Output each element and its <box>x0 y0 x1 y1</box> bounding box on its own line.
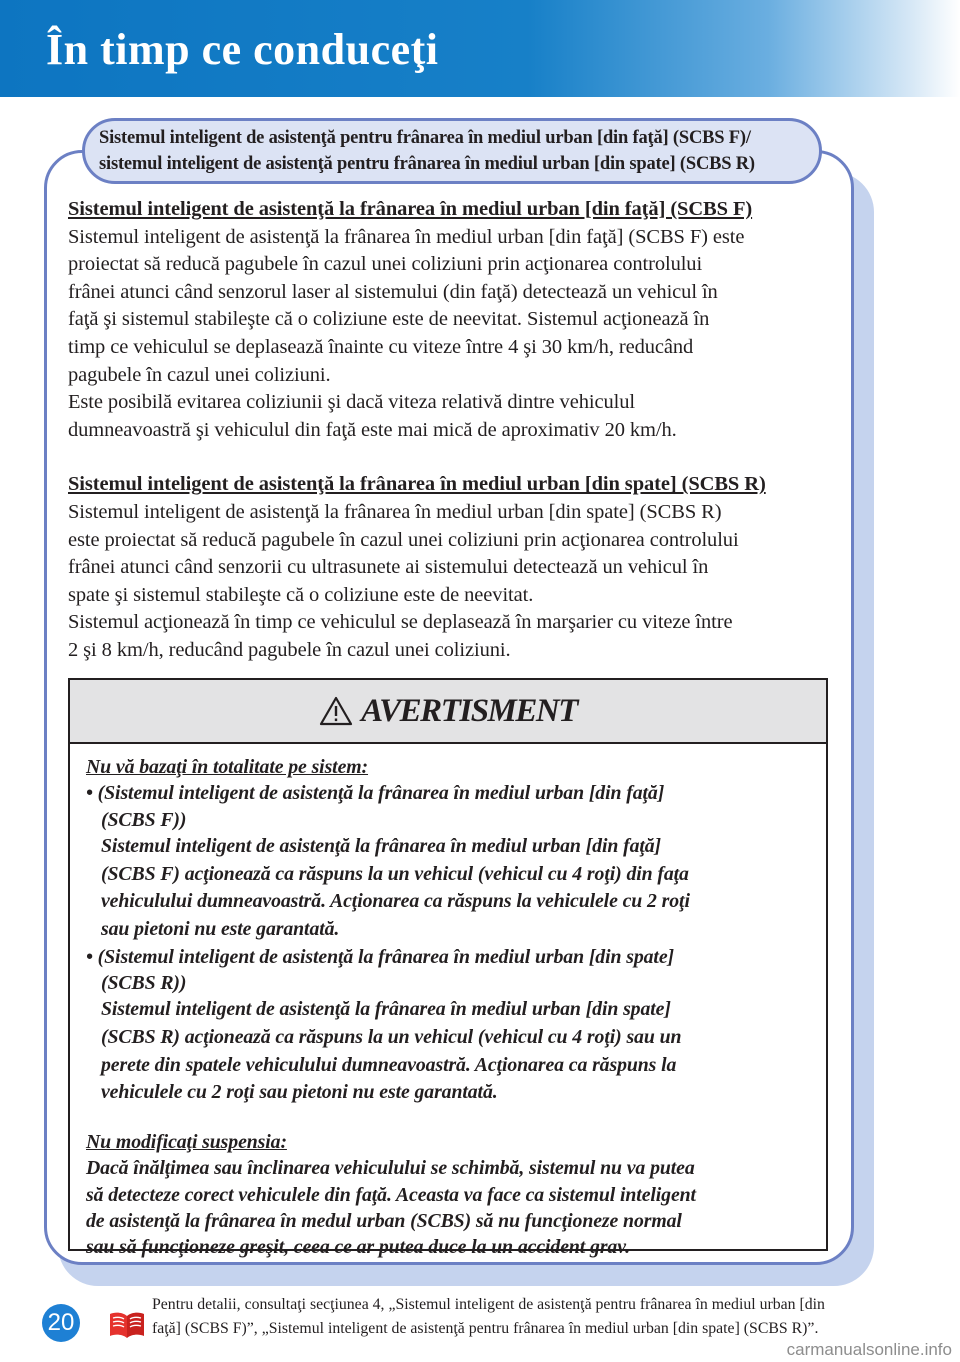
paragraph-line: proiectat să reducă pagubele în cazul unei coliziuni prin acţionarea controlului <box>68 253 703 276</box>
paragraph-line: pagubele în cazul unei coliziuni. <box>68 363 331 386</box>
warning-triangle-icon <box>319 696 353 726</box>
warning-line: sau să funcţioneze greşit, ceea ce ar putea duce la un accident grav. <box>86 1236 631 1259</box>
page-title: În timp ce conduceţi <box>46 25 439 74</box>
paragraph-line: Sistemul inteligent de asistenţă la frânarea în mediul urban [din spate] (SCBS R) <box>68 500 722 523</box>
warning-line: să detecteze corect vehiculele din faţă. Aceasta va face ca sistemul inteligent <box>86 1183 696 1206</box>
warning-item-title: • (Sistemul inteligent de asistenţă la frânarea în mediul urban [din faţă] <box>86 782 665 805</box>
warning-line: perete din spatele vehiculului dumneavoastră. Acţionarea ca răspuns la <box>101 1053 677 1076</box>
warning-line: (SCBS F) acţionează ca răspuns la un vehicul (vehicul cu 4 roţi) din faţa <box>101 862 689 885</box>
warning-line: Sistemul inteligent de asistenţă la frânarea în mediul urban [din faţă] <box>101 835 662 858</box>
paragraph-line: spate şi sistemul stabileşte că o coliziune este de neevitat. <box>68 583 534 606</box>
warning-line: vehiculului dumneavoastră. Acţionarea ca răspuns la vehiculele cu 2 roţi <box>101 890 690 913</box>
paragraph-line: 2 şi 8 km/h, reducând pagubele în cazul unei coliziuni. <box>68 638 511 661</box>
warning-header <box>70 680 826 744</box>
paragraph-line: timp ce vehiculul se deplasează înainte cu viteze între 4 şi 30 km/h, reducând <box>68 335 694 358</box>
warning-line: Dacă înălţimea sau înclinarea vehiculului se schimbă, sistemul nu va putea <box>86 1157 695 1180</box>
warning-item-title: (SCBS R)) <box>101 972 187 994</box>
paragraph-line: dumneavoastră şi vehiculul din faţă este mai mică de aproximativ 20 km/h. <box>68 418 677 441</box>
front-section-heading: Sistemul inteligent de asistenţă la frânarea în mediul urban [din faţă] (SCBS F) <box>68 198 753 220</box>
warning-subheading: Nu vă bazaţi în totalitate pe sistem: <box>86 756 369 778</box>
section-title-line: Sistemul inteligent de asistenţă pentru frânarea în mediul urban [din faţă] (SCBS F)/ <box>99 128 751 148</box>
page-number-badge: 20 <box>42 1304 80 1342</box>
section-title-pill <box>82 118 822 184</box>
warning-line: Sistemul inteligent de asistenţă la frânarea în mediul urban [din spate] <box>101 998 671 1021</box>
warning-box <box>68 678 828 1259</box>
paragraph-line: frânei atunci când senzorii cu ultrasunete ai sistemului detectează un vehicul în <box>68 556 709 579</box>
body-text <box>68 196 848 665</box>
warning-line: sau pietoni nu este garantată. <box>101 918 340 940</box>
warning-line: (SCBS R) acţionează ca răspuns la un vehicul (vehicul cu 4 roţi) sau un <box>101 1026 682 1048</box>
warning-body <box>86 754 816 1261</box>
footer-note <box>152 1293 912 1341</box>
paragraph-line: frânei atunci când senzorul laser al sistemului (din faţă) detectează un vehicul în <box>68 280 718 303</box>
paragraph-line: este proiectat să reducă pagubele în cazul unei coliziuni prin acţionarea controlului <box>68 528 739 551</box>
paragraph-line: Sistemul inteligent de asistenţă la frânarea în mediul urban [din faţă] (SCBS F) este <box>68 225 745 248</box>
warning-title: AVERTISMENT <box>361 692 577 729</box>
warning-line: vehiculele cu 2 roţi sau pietoni nu este garantată. <box>101 1081 498 1104</box>
warning-item-title: (SCBS F)) <box>101 808 187 831</box>
watermark: carmanualsonline.info <box>786 1340 952 1359</box>
section-title-line: sistemul inteligent de asistenţă pentru frânarea în mediul urban [din spate] (SCBS R) <box>99 154 755 174</box>
warning-line: de asistenţă la frânarea în medul urban (SCBS) să nu funcţioneze normal <box>86 1210 682 1232</box>
manual-book-icon <box>108 1310 146 1340</box>
footer-note-line: faţă] (SCBS F)”, „Sistemul inteligent de asistenţă pentru frânarea în mediul urban [din spate] (SCBS R)”. <box>152 1320 819 1337</box>
warning-item-title: • (Sistemul inteligent de asistenţă la frânarea în mediul urban [din spate] <box>86 945 674 968</box>
footer-note-line: Pentru detalii, consultaţi secţiunea 4, „Sistemul inteligent de asistenţă pentru frânarea în mediul urban [din <box>152 1296 825 1313</box>
paragraph-line: faţă şi sistemul stabileşte că o coliziune este de neevitat. Sistemul acţionează în <box>68 308 710 331</box>
paragraph-line: Este posibilă evitarea coliziunii şi dacă viteza relativă dintre vehiculul <box>68 391 635 414</box>
warning-subheading: Nu modificaţi suspensia: <box>86 1130 287 1153</box>
paragraph-line: Sistemul acţionează în timp ce vehiculul se deplasează în marşarier cu viteze între <box>68 611 733 634</box>
rear-section-heading: Sistemul inteligent de asistenţă la frânarea în mediul urban [din spate] (SCBS R) <box>68 473 766 496</box>
